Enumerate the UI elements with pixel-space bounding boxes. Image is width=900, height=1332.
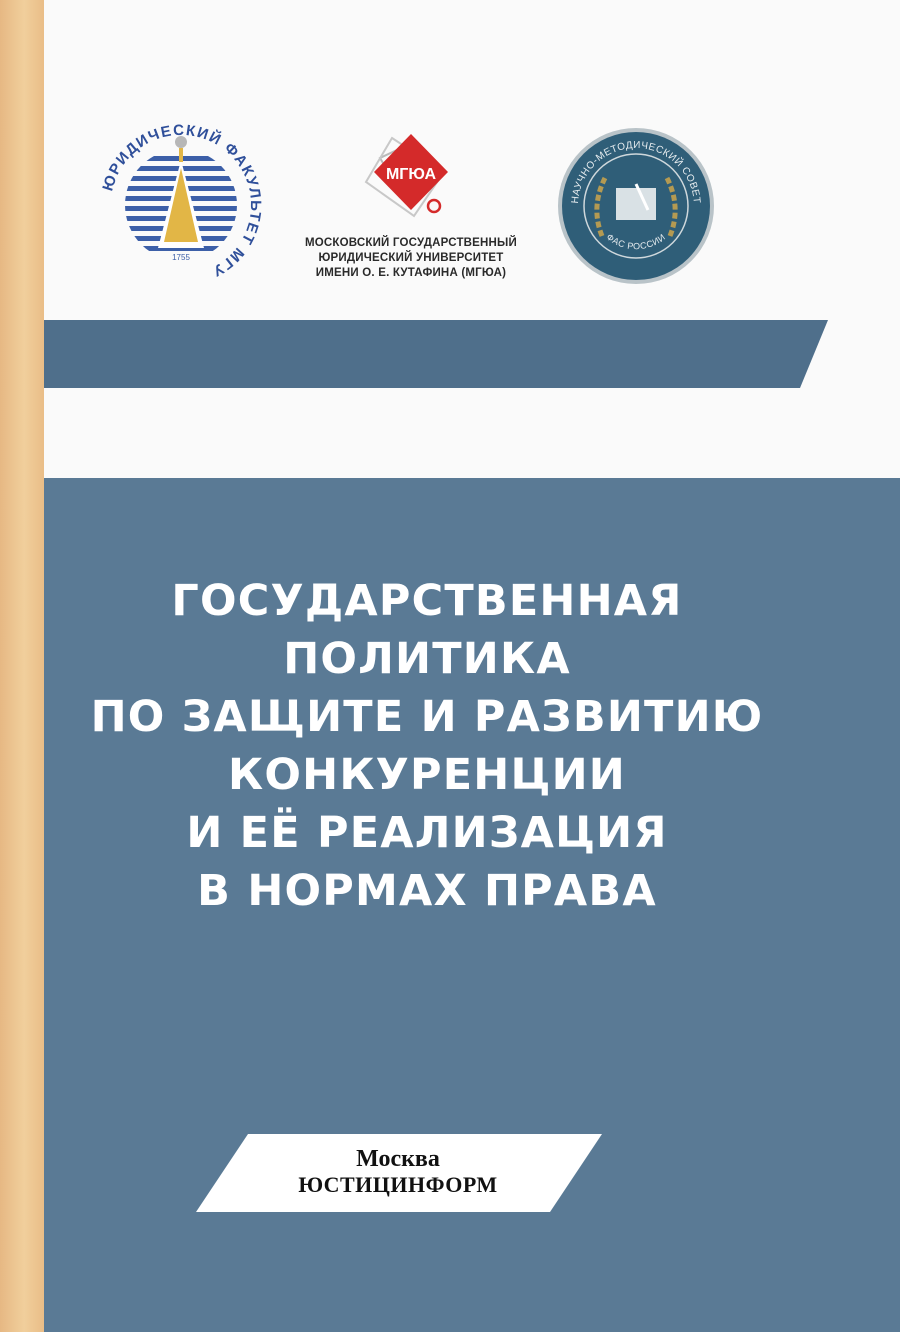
mgua-emblem (296, 128, 526, 238)
mgua-emblem-text: МГЮА (385, 166, 437, 183)
book-title (44, 572, 810, 920)
mgua-logo (296, 128, 526, 288)
mgua-caption-line: ЮРИДИЧЕСКИЙ УНИВЕРСИТЕТ (318, 252, 504, 264)
logos-row (44, 100, 900, 320)
title-line: ПОЛИТИКА (283, 634, 571, 684)
publisher-city: Москва (356, 1146, 440, 1172)
fas-council-seal (556, 126, 716, 286)
fas-ring-text-top: НАУЧНО-МЕТОДИЧЕСКИЙ СОВЕТ (569, 139, 703, 205)
spine-strip (0, 0, 44, 1332)
mgua-caption-line: МОСКОВСКИЙ ГОСУДАРСТВЕННЫЙ (305, 237, 517, 249)
fas-ring-text-bottom: ФАС РОССИИ (604, 231, 668, 252)
title-line: И ЕЁ РЕАЛИЗАЦИЯ (186, 808, 668, 858)
title-line: В НОРМАХ ПРАВА (197, 866, 657, 916)
publisher-block (248, 1146, 548, 1198)
decorative-band (44, 320, 828, 388)
title-line: ГОСУДАРСТВЕННАЯ (171, 576, 683, 626)
book-icon (616, 188, 656, 220)
mgua-caption (296, 236, 526, 281)
title-line: ПО ЗАЩИТЕ И РАЗВИТИЮ (90, 692, 764, 742)
publisher-name: ЮСТИЦИНФОРМ (298, 1172, 498, 1197)
title-line: КОНКУРЕНЦИИ (228, 750, 626, 800)
msu-year: 1755 (172, 253, 190, 262)
msu-law-faculty-logo (96, 120, 266, 290)
mgua-caption-line: ИМЕНИ О. Е. КУТАФИНА (МГЮА) (315, 267, 507, 279)
msu-ring-text: ЮРИДИЧЕСКИЙ ФАКУЛЬТЕТ МГУ (99, 121, 265, 281)
